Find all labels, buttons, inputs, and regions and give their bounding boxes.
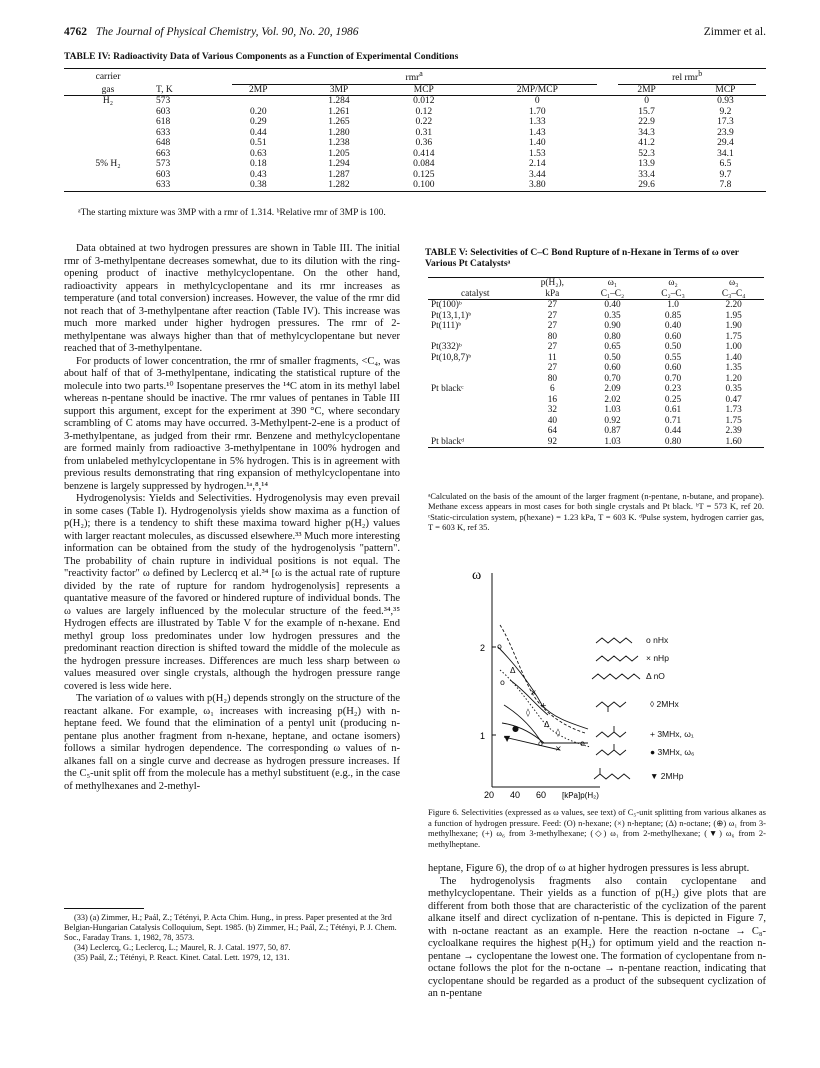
table5-cell [428, 416, 522, 427]
table5-cell: 1.20 [725, 373, 742, 384]
table5-row [428, 384, 764, 395]
table4-cell: 1.33 [528, 117, 546, 128]
table5-cell: 1.00 [725, 342, 742, 352]
table5-cell [428, 374, 522, 385]
table4-cell: 22.9 [638, 117, 655, 128]
table4-cell: 29.6 [608, 180, 685, 191]
table4-cell: 1.282 [297, 180, 382, 191]
table4-cell [64, 128, 152, 139]
table5-cell: 1.03 [582, 437, 643, 448]
table5-cell: Pt blackᵈ [428, 437, 522, 448]
table5-row [428, 426, 764, 437]
table4-row [64, 149, 766, 160]
table4-cell [220, 96, 297, 107]
table4-cell: 0.51 [249, 138, 267, 149]
journal-title: The Journal of Physical Chemistry, Vol. 90, No. 20, 1986 [95, 26, 359, 38]
table5-cell: 0.60 [664, 363, 682, 373]
table5-cell: 0.35 [725, 384, 742, 394]
table5-row [428, 353, 764, 364]
table4-row [64, 117, 766, 128]
table5-row [428, 342, 764, 353]
table4-cell: 0.31 [415, 127, 433, 138]
right-column [428, 863, 766, 1001]
left-column [64, 243, 400, 793]
table4-cell: 633 [156, 127, 171, 138]
table5-cell: 0.90 [604, 321, 621, 331]
table4-cell: 648 [156, 138, 171, 149]
table4-cell: 603 [156, 106, 171, 117]
table5-cell: 0.71 [664, 415, 682, 426]
table5-cell: 27 [547, 342, 557, 352]
table4-cell: 17.3 [717, 117, 734, 128]
legend-item: ◊ 2MHx [650, 699, 679, 709]
table5-row [428, 374, 764, 385]
running-header [64, 26, 766, 38]
marker-circle: o [497, 642, 502, 651]
markers [497, 642, 585, 753]
table5-cell: 1.03 [604, 405, 621, 415]
table5-caption: TABLE V: Selectivities of C–C Bond Rupture of n-Hexane in Terms of ω over Various Pt Catalystsᵃ [425, 248, 739, 269]
table5-cell: 1.75 [725, 415, 742, 426]
table4-cell: 0.125 [413, 169, 435, 180]
table4-cell: 0.63 [249, 148, 267, 159]
table4-cell: 41.2 [638, 138, 655, 149]
table5-cell: 16 [547, 394, 557, 405]
table5-cell: Pt(100)ᵇ [431, 300, 462, 310]
reference: (35) Paál, Z.; Tétényi, P. React. Kinet. Catal. Lett. 1979, 12, 131. [74, 953, 290, 962]
table4-cell: 52.3 [638, 148, 655, 159]
table5-cell [428, 332, 522, 343]
marker-circle: o [580, 739, 585, 748]
table5-cell: 0.55 [664, 352, 682, 363]
table4-cell: 0.414 [413, 148, 435, 159]
table5-cell: Pt blackᶜ [431, 384, 464, 394]
table5-cell: 0.40 [664, 321, 682, 331]
table5-cell: 0.70 [664, 373, 682, 384]
legend-item: ● 3MHx, ω₆ [650, 747, 695, 757]
table5-cell: 27 [547, 363, 557, 373]
table5-cell: 2.09 [604, 384, 621, 394]
table5-cell: 0.60 [664, 331, 682, 342]
table5-cell: 0.70 [604, 373, 621, 384]
table4-cell: 663 [156, 148, 171, 159]
reference: (34) Leclercq, G.; Leclercq, L.; Maurel, R. J. Catal. 1977, 50, 87. [74, 943, 291, 952]
table4-row [64, 107, 766, 118]
table4-cell: 23.9 [717, 127, 734, 138]
x-tick-40: 40 [510, 790, 521, 800]
table5-row [428, 416, 764, 427]
table4-cell: 1.53 [528, 148, 546, 159]
table4-footnote: ᵃThe starting mixture was 3MP with a rmr of 1.314. ᵇRelative rmr of 3MP is 100. [78, 208, 386, 218]
table5-cell: 1.75 [725, 331, 742, 342]
table5-cell: 2.20 [725, 300, 742, 310]
table4-cell: 1.287 [328, 169, 350, 180]
table4-cell: 573 [156, 159, 171, 170]
table4-cell: 3.80 [466, 180, 608, 191]
legend [646, 635, 694, 781]
table5-cell: 0.65 [604, 342, 621, 352]
table4-row [64, 159, 766, 170]
table4-cell: 5% H₂ [95, 159, 121, 170]
table5-row [428, 395, 764, 406]
table5-cell [428, 426, 522, 437]
table5-cell: 0.47 [725, 394, 742, 405]
x-axis-label: [kPa]p(H₂) [562, 791, 599, 800]
table5-cell: 32 [547, 405, 557, 415]
table5-cell: 27 [547, 310, 557, 321]
table5-cell: 1.35 [725, 363, 742, 373]
page-number: 4762 [64, 26, 87, 38]
table5-row [428, 332, 764, 343]
table5-cell: 0.35 [604, 310, 621, 321]
marker-circle: o [538, 739, 543, 748]
y-tick-1: 1 [480, 731, 486, 741]
table5-cell: 80 [547, 373, 557, 384]
table4-cell: 0.93 [717, 96, 734, 107]
table4-cell: 0 [644, 96, 649, 107]
x-tick-20: 20 [484, 790, 495, 800]
table5-cell: Pt(13,1,1)ᵇ [431, 310, 472, 321]
table5-cell: 27 [547, 300, 557, 310]
marker-triangle-down: ▼ [504, 734, 511, 743]
table4-cell: 1.43 [528, 127, 546, 138]
table4-cell: 0.29 [249, 117, 267, 128]
table4-cell: 618 [156, 117, 171, 128]
table5-row [428, 363, 764, 374]
legend-skeletons [592, 638, 640, 779]
table4-cell: 0.100 [381, 180, 466, 191]
table5-cell: 0.25 [664, 394, 682, 405]
table5-cell: 1.60 [703, 437, 764, 448]
t4-rmr-group: rmr$^a$ [232, 69, 597, 85]
t4-carrier-header: carrier [64, 69, 152, 85]
table5-cell: 1.95 [725, 310, 742, 321]
paragraph: Data obtained at two hydrogen pressures are shown in Table III. The initial rmr of 3-methylpentane decreases somewhat, due to its dilution with the ring-opening product of inactive methylcyclopentane. On the other hand, radioactivity appears in methylcyclopentane and its rmr increases as temperature (and total conversion) increases. However, the value of the rmr did not reach that of 3-methylpentane after reaction (Table IV). This increase was much more marked under higher hydrogen pressures. The rmr of 2-methylpentane was always higher than that of methylcyclopentane but never reached that of 3-methylpentane. [64, 243, 400, 354]
table4-cell: 0.43 [249, 169, 267, 180]
marker-circle: o [500, 678, 505, 687]
table4-cell: 2.14 [528, 159, 546, 170]
table5-cell: 0.50 [604, 352, 621, 363]
table4-cell: 633 [152, 180, 220, 191]
table4-cell: 13.9 [638, 159, 655, 170]
table5: p(H₂), ω₁ ω₂ ω₃ catalyst kPa C₁–C₂ C₂–C₃ C₃–C₄ Pt(100)ᵇ 27 0.40 1.0 2.20 Pt(13,1,1)ᵇ 27 0.35 0.85 1.95 Pt(111)ᵇ 27 0.90 0.40 1.90 80 0.80 0.60 1.75 Pt(332)ᵇ 27 0.65 0.50 1.00 Pt(10,8,7)ᵇ 11 0.50 0.55 1.40 27 0.60 0.60 1.35 80 0.70 0.70 1.20 Pt blackᶜ 6 2.09 0.23 0.35 16 2.02 0.25 0.47 32 1.03 0.61 1.73 40 0.92 0.71 1.75 64 0.87 0.44 2.39 Pt blackᵈ 92 1.03 0.80 1.60 [428, 277, 764, 448]
t4-relrmr-group: rel rmr$^b$ [618, 69, 756, 85]
table4-cell: 1.284 [328, 96, 350, 107]
marker-diamond: ◊ [556, 728, 560, 737]
table4-cell: 9.2 [719, 106, 732, 117]
table5-cell: 27 [547, 321, 557, 331]
table4-cell: 1.261 [328, 106, 350, 117]
table4-caption: TABLE IV: Radioactivity Data of Various Components as a Function of Experimental Conditions [64, 52, 459, 62]
table5-cell: 0.60 [604, 363, 621, 373]
table4-cell [64, 170, 152, 181]
table4-cell: 9.7 [719, 169, 732, 180]
table5-cell: 80 [547, 331, 557, 342]
table4-row [64, 138, 766, 149]
table4-cell: 1.280 [328, 127, 350, 138]
table5-cell: 0.80 [604, 331, 621, 342]
table4-cell: 33.4 [638, 169, 655, 180]
table5-cell: 40 [547, 415, 557, 426]
table5-row [428, 405, 764, 416]
table5-cell: 0.40 [604, 300, 621, 310]
table5-row [428, 300, 764, 311]
table4-cell: 6.5 [719, 159, 732, 170]
marker-cross: × [555, 744, 562, 753]
table4-cell: 573 [156, 96, 171, 107]
marker-cross: × [530, 688, 537, 697]
legend-item: + 3MHx, ω₁ [650, 729, 694, 739]
marker-triangle: Δ [510, 666, 516, 675]
table4-cell: 0.18 [249, 159, 267, 170]
table4-cell: 0.20 [249, 106, 267, 117]
table4-cell: 0.12 [415, 106, 433, 117]
x-tick-60: 60 [536, 790, 547, 800]
table5-cell [428, 395, 522, 406]
marker-diamond: ◊ [526, 708, 530, 717]
paragraph: Hydrogenolysis: Yields and Selectivities. Hydrogenolysis may even prevail in some cases (Table I). Hydrogenolysis yields show maxima as a function of p(H₂); there is a tendency to shift these maxima toward higher p(H₂) values with larger reactant molecules, as discussed elsewhere.³³ Much more interesting information can be obtained from the study of the hydrogenolysis "pattern". The probability of chain rupture in individual positions is not equal. The "reactivity factor" ω defined by Leclercq et al.³⁴ [ω is the actual rate of rupture divided by the rate of rupture for random hydrogenolysis] represents a quantative measure of the favored or hindered rupture of individual bonds. The ω values are largely influenced by the molecular structure of the feed.³⁴,³⁵ Hydrogen effects are illustrated by Table V for the example of n-hexane. End methyl group loss predominates under low hydrogen pressures and the predominant reaction direction is shifted toward the middle of the molecule as the hydrogen pressure increases. Differences are much less sharp between ω values measured over single crystals, although the hydrogen pressure range covered is less wide here. [64, 493, 400, 692]
paragraph: heptane, Figure 6), the drop of ω at higher hydrogen pressures is less abrupt. [428, 863, 750, 874]
table4-row [64, 180, 766, 191]
table4: carrier rmr$^a$ rel rmr$^b$ gas T, K 2MP 3MP MCP 2MP/MCP 2MP MCP H₂ 573 1.284 0.012 0 0 0.93 603 0.20 1.261 0.12 1.70 15.7 9.2 618 0.29 1.265 0.22 1.33 22.9 17.3 633 0.44 1.280 0.31 1.43 34.3 23.9 648 0.51 1.238 0.36 1.40 41.2 29.4 663 0.63 1.205 0.414 1.53 52.3 34.1 5% H₂ 573 0.18 1.294 0.084 2.14 13.9 6.5 603 0.43 1.287 0.125 3.44 33.4 9.7 633 0.38 1.282 0.100 3.80 29.6 7.8 [64, 68, 766, 192]
table5-cell: 0.50 [664, 342, 682, 352]
figure6-caption: Figure 6. Selectivities (expressed as ω values, see text) of C₅-unit splitting from various alkanes as a function of hydrogen pressure. Feed: (O) n-hexane; (×) n-heptane; (Δ) n-octane; (⊕) ω₁ from 3-methylhexane; (+) ω₆ from 3-methylhexane; (◇) ω₁ from 2-methylhexane; (▼) ω₆ from 2-methylheptane. [428, 807, 766, 849]
marker-plus: + [540, 701, 547, 710]
table5-cell: Pt(111)ᵇ [431, 321, 462, 331]
table4-cell [64, 107, 152, 118]
table4-cell: 1.70 [528, 106, 546, 117]
table5-cell: 64 [547, 426, 557, 436]
legend-item: o nHx [646, 635, 669, 645]
table4-cell: 603 [156, 169, 171, 180]
table5-cell: 0.23 [664, 384, 682, 394]
paragraph: The hydrogenolysis fragments also contain cyclopentane and methylcyclopentane. Their yields as a function of p(H₂) give plots that are different from both those that are characteristic of the cyclization of the parent alkane itself and direct cyclization of n-pentane. This is depicted in Figure 7, with n-octane reactant as an example. Here the reaction n-octane → C₈-cycloalkane requires the highest p(H₂) for optimum yield and the reaction n-pentane → cyclopentane the lowest one. The formation of cyclopentane from n-octane follows the plot for the n-octane → n-pentane reaction, indicating that cyclopentane should be regarded as a product of the subsequent cyclization of an n-pentane [428, 875, 766, 999]
y-tick-2: 2 [480, 643, 486, 653]
y-axis-label: ω [472, 568, 482, 583]
table4-cell: 1.265 [328, 117, 350, 128]
table5-cell: 1.73 [725, 405, 742, 415]
table4-cell: 1.294 [328, 159, 350, 170]
table4-cell: H₂ [102, 96, 114, 107]
table5-cell: 0.85 [664, 310, 682, 321]
table4-cell: 0 [534, 96, 540, 107]
reference: (33) (a) Zimmer, H.; Paál, Z.; Tétényi, P. Acta Chim. Hung., in press. Paper presented at the 3rd Belgian-Hungarian Catalysis Colloquium, Sept. 1985. (b) Zimmer, H.; Paál, Z.; Tétényi, P. J. Chem. Soc., Faraday Trans. 1, 1982, 78, 3573. [64, 913, 397, 942]
table5-cell: 0.80 [643, 437, 704, 448]
references [64, 913, 400, 963]
table4-cell [64, 138, 152, 149]
table5-cell: 0.61 [664, 405, 682, 415]
table4-cell [64, 149, 152, 160]
table5-cell: 1.40 [725, 352, 742, 363]
marker-triangle: Δ [544, 720, 550, 729]
table5-row [428, 321, 764, 332]
table4-cell: 0.012 [413, 96, 435, 107]
table5-cell [428, 405, 522, 416]
table4-cell: 1.40 [528, 138, 546, 149]
figure6 [470, 565, 766, 800]
table5-cell: Pt(332)ᵇ [431, 342, 462, 352]
table4-cell: 1.205 [328, 148, 350, 159]
legend-item: × nHp [646, 653, 669, 663]
table4-cell: 0.084 [413, 159, 435, 170]
table5-cell [428, 363, 522, 374]
table4-cell: 0.38 [220, 180, 297, 191]
table5-cell: 1.0 [667, 300, 679, 310]
table4-cell [64, 180, 152, 191]
table4-cell: 0.36 [415, 138, 433, 149]
table4-cell: 0.22 [415, 117, 433, 128]
table4-cell: 0.44 [249, 127, 267, 138]
table4-cell: 3.44 [528, 169, 546, 180]
running-authors: Zimmer et al. [703, 26, 766, 38]
table5-cell: 92 [522, 437, 582, 448]
table5-footnote: ᵃCalculated on the basis of the amount of the larger fragment (n-pentane, n-butane, and propane). Methane excess appears in most cases for both single crystals and Pt black. ᵇT = 573 K, ref 20. ᶜStatic-circulation system, p(hexane) = 1.23 kPa, T = 603 K. ᵈPulse system, hydrogen carrier gas, T = 603 K, ref 35. [428, 491, 764, 532]
table4-row [64, 96, 766, 107]
table5-cell: 2.39 [725, 426, 742, 436]
table5-cell: 1.90 [725, 321, 742, 331]
table5-cell: 0.44 [664, 426, 682, 436]
legend-item: Δ nO [646, 671, 665, 681]
table4-cell: 7.8 [685, 180, 766, 191]
table4-cell [64, 117, 152, 128]
table5-cell: 0.87 [604, 426, 621, 436]
table5-row [428, 311, 764, 322]
table4-cell: 34.3 [638, 127, 655, 138]
table4-row [64, 128, 766, 139]
footnote-rule [64, 908, 144, 909]
table4-cell: 15.7 [638, 106, 655, 117]
table4-cell: 34.1 [717, 148, 734, 159]
legend-item: ▼ 2MHp [650, 771, 684, 781]
paragraph: For products of lower concentration, the rmr of smaller fragments, <C₄, was about half of that of 3-methylpentane, indicating the statistical rupture of the molecule into two parts.¹⁰ Isopentane preserves the ¹⁴C atom in its methyl label whereas n-pentane should be inactive. The rmr values of pentanes in Table III support this argument, except for the experiment at 390 °C, where secondary scrambling of C atoms may have occurred. 3-Methylpent-2-ene is a product of 3-methylpentane, as judged from their rmr. Benzene and methylcyclopentane are formed mainly from radioactive 3-methylpentane in 100% hydrogen and from unlabeled methylcyclopentane in 5% hydrogen. This is in agreement with previous results demonstrating that ring expansion of methylcyclopentane into benzene is largely suppressed by hydrogen.¹ᵃ,⁸,¹⁴ [64, 355, 400, 492]
table5-cell: 11 [547, 352, 557, 363]
table5-cell: 0.92 [604, 415, 621, 426]
table5-cell: Pt(10,8,7)ᵇ [431, 352, 472, 363]
marker-dot: ● [512, 724, 519, 733]
table4-cell: 1.238 [328, 138, 350, 149]
table5-cell: 2.02 [604, 394, 621, 405]
table5-cell: 6 [550, 384, 555, 394]
table5-row [428, 437, 764, 448]
paragraph: The variation of ω values with p(H₂) depends strongly on the structure of the reactant alkane. For example, ω₁ increases with increasing p(H₂) with n-heptane feed. We found that the elimination of a pentyl unit (producing n-pentane plus another fragment from n-hexane, heptane, and octane isomers) follows a similar hydrogen dependence. The corresponding ω values of n-alkanes fall on a single curve and decrease as hydrogen pressure increases. If the C₅-unit split off from the molecule has a methyl substituent (e.g., in the case of methylhexanes and 2-methyl- [64, 693, 400, 792]
table4-cell: 29.4 [717, 138, 734, 149]
table4-row [64, 170, 766, 181]
